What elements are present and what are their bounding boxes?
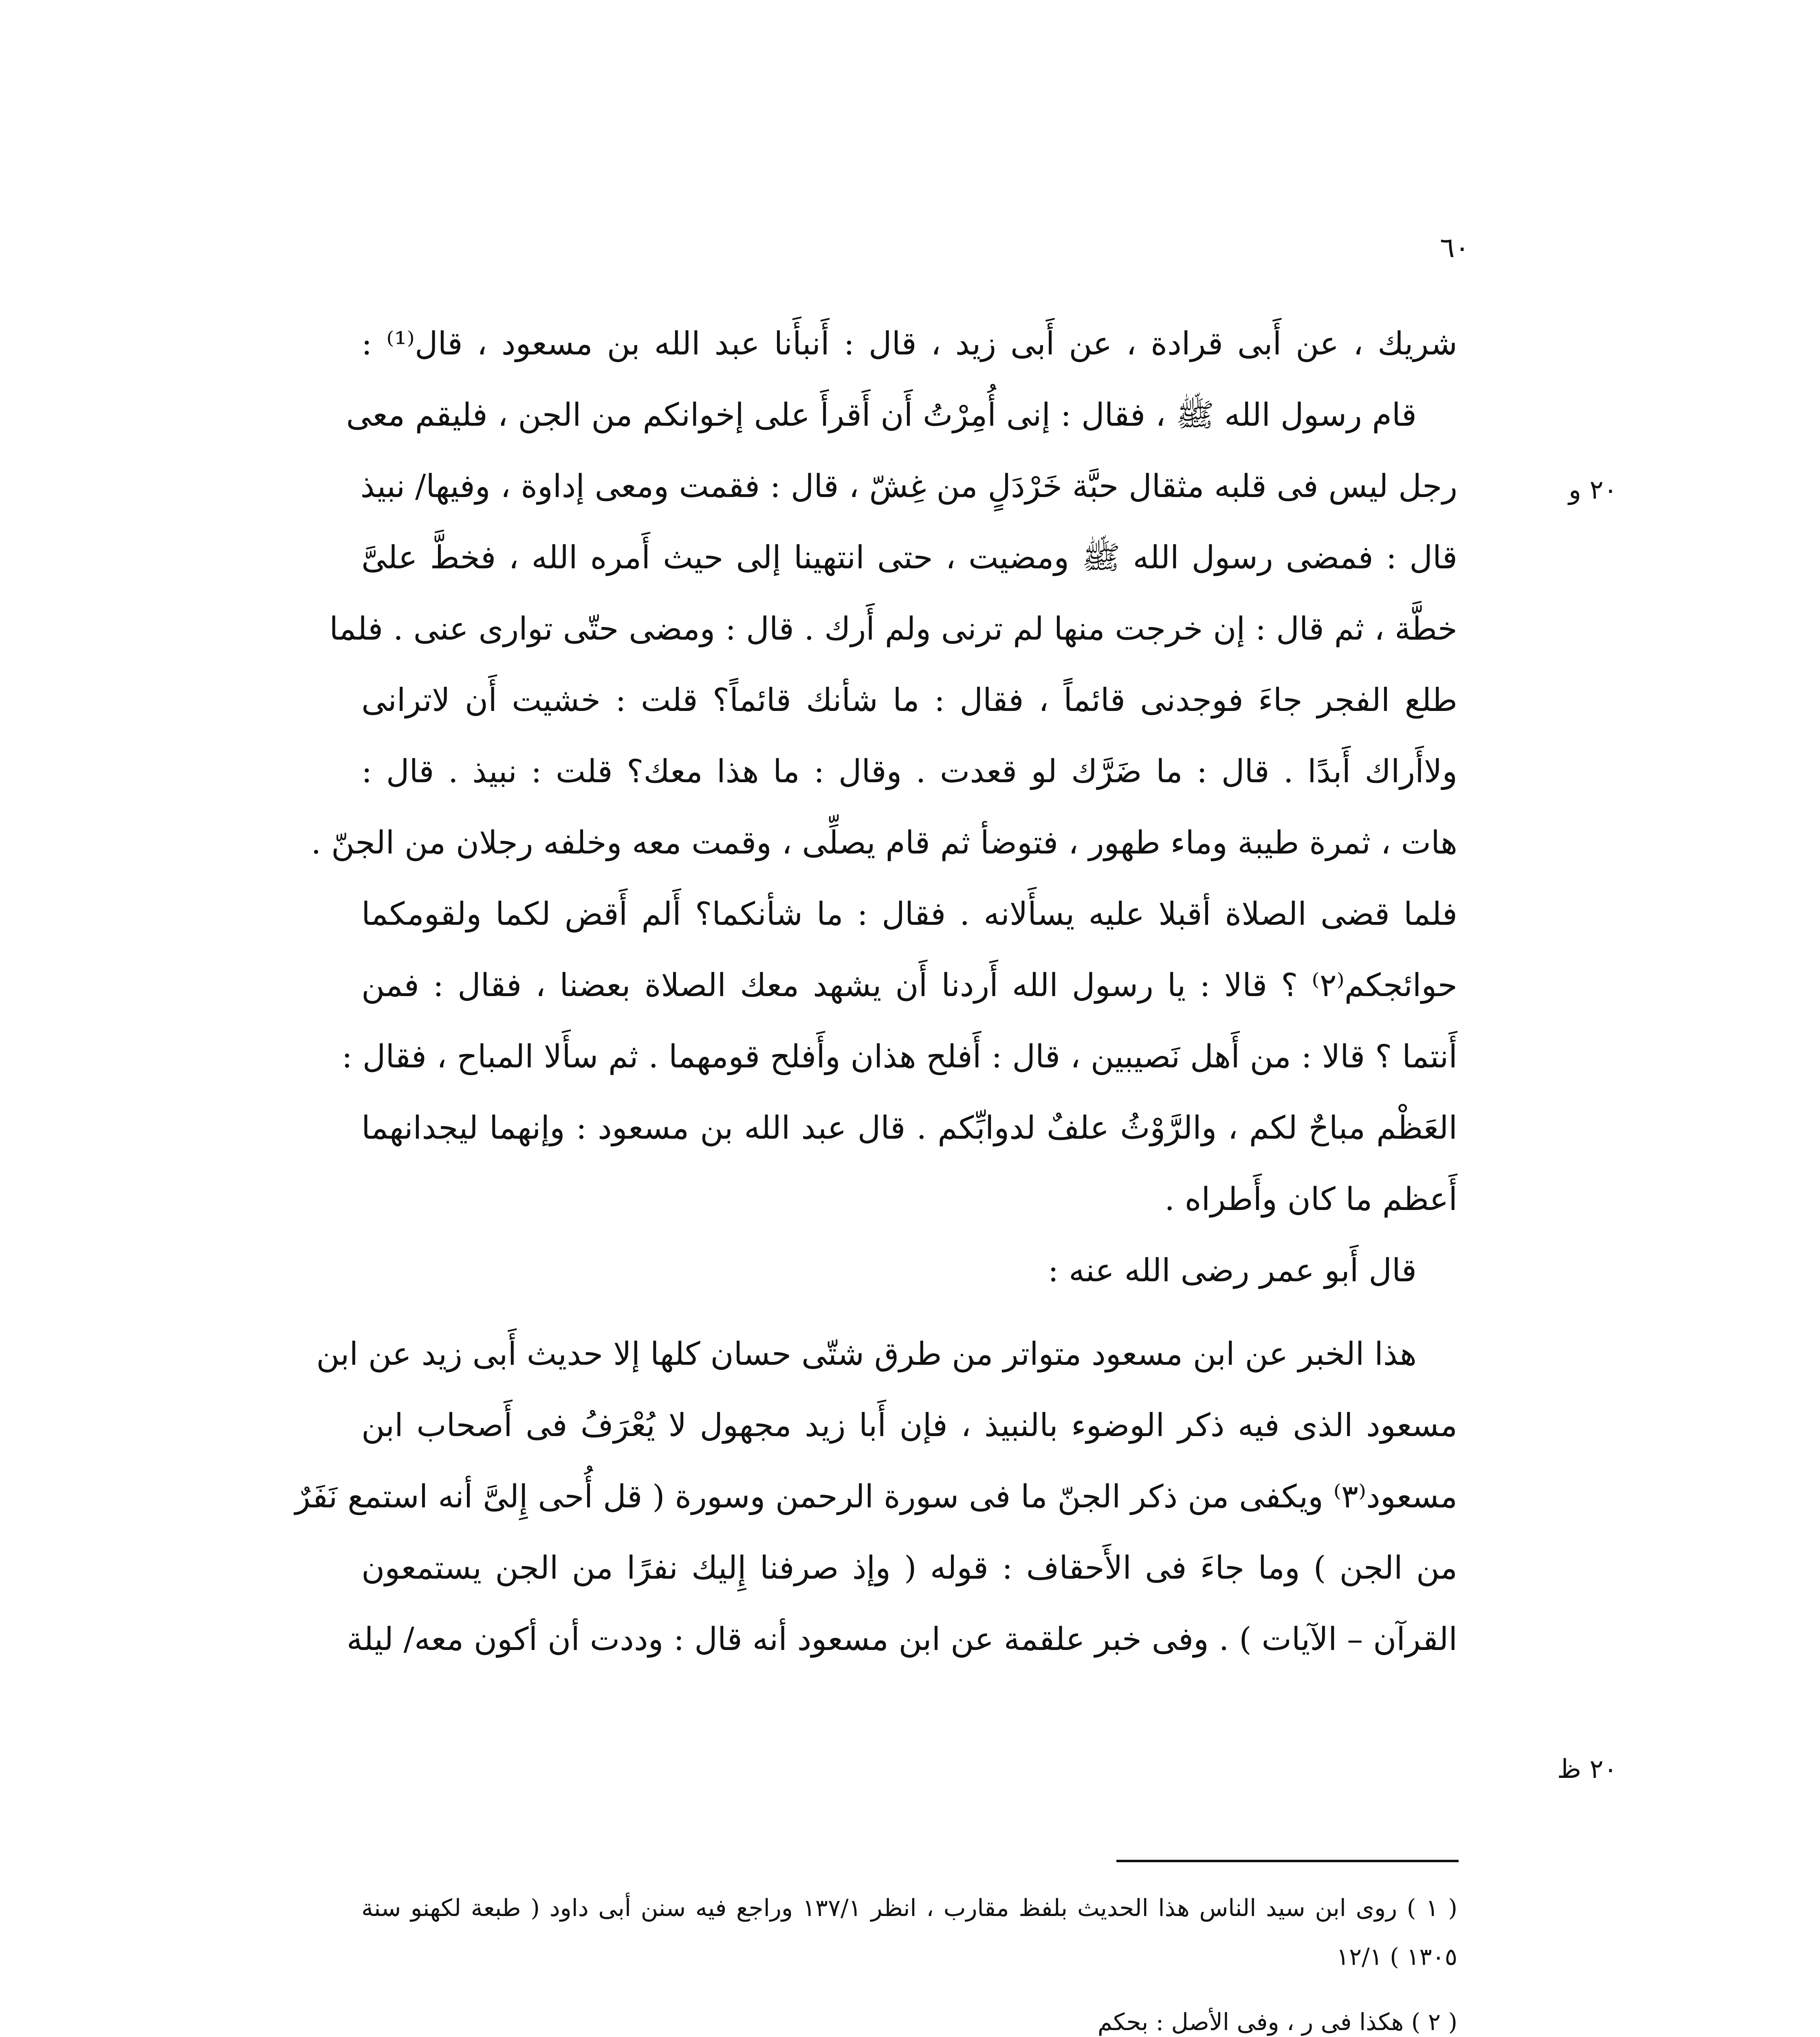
text-line: رجل ليس فى قلبه مثقال حبَّة خَرْدَلٍ من غِشّ ، قال : فقمت ومعى إداوة ، وفيها/ نبيذ	[360, 468, 1457, 505]
text-line: فلما قضى الصلاة أقبلا عليه يسأَلانه . فقال : ما شأنكما؟ أَلم أَقض لكما ولقومكما	[361, 896, 1457, 933]
text-line: خطَّة ، ثم قال : إن خرجت منها لم ترنى ولم أَرك . قال : ومضى حتّى توارى عنى . فلما	[329, 611, 1457, 647]
footnote-line: ( ٢ ) هكذا فى ر ، وفى الأصل : بحكم	[1098, 2008, 1457, 2036]
text-line: هات ، ثمرة طيبة وماء طهور ، فتوضأ ثم قام يصلِّى ، وقمت معه وخلفه رجلان من الجنّ .	[311, 825, 1457, 861]
text-line: مسعود الذى فيه ذكر الوضوء بالنبيذ ، فإن أَبا زيد مجهول لا يُعْرَفُ فى أَصحاب ابن	[361, 1407, 1457, 1444]
text-line: ولاأَراك أَبدًا . قال : ما ضَرَّك لو قعدت . وقال : ما هذا معك؟ قلت : نبيذ . قال :	[361, 753, 1457, 790]
footnote-line: ( ١ ) روى ابن سيد الناس هذا الحديث بلفظ مقارب ، انظر ١٣٧/١ وراجع فيه سنن أبى داود ( طبعة لكهنو سنة	[361, 1894, 1457, 1922]
text-line: العَظْم مباحٌ لكم ، والرَّوْثُ علفٌ لدوابِّكم . قال عبد الله بن مسعود : وإنهما ليجدانهما	[361, 1110, 1457, 1146]
text-line: أَنتما ؟ قالا : من أَهل نَصيبين ، قال : أَفلح هذان وأَفلح قومهما . ثم سأَلا المباح ، فقال :	[341, 1038, 1457, 1075]
text-line: قام رسول الله ﷺ ، فقال : إنى أُمِرْتُ أَن أَقرأَ على إخوانكم من الجن ، فليقم معى	[346, 397, 1417, 433]
text-line: من الجن ) وما جاءَ فى الأَحقاف : قوله ( وإذ صرفنا إِليك نفرًا من الجن يستمعون	[361, 1550, 1457, 1586]
text-line: هذا الخبر عن ابن مسعود متواتر من طرق شتّى حسان كلها إلا حديث أَبى زيد عن ابن	[316, 1336, 1417, 1373]
footnote-separator	[1116, 1860, 1459, 1862]
folio-marker-lower: ٢٠ ظ	[1557, 1754, 1618, 1784]
page-number: ٦٠	[1439, 232, 1470, 264]
text-line: مسعود⁽٣⁾ ويكفى من ذكر الجنّ ما فى سورة الرحمن وسورة ( قل أُحى إِلىَّ أنه استمع نَفَرٌ	[295, 1478, 1457, 1515]
text-line: القرآن – الآيات ) . وفى خبر علقمة عن ابن مسعود أنه قال : وددت أن أكون معه/ ليلة	[346, 1621, 1457, 1658]
folio-marker-upper: ٢٠ و	[1569, 475, 1618, 505]
section-heading: قال أَبو عمر رضى الله عنه :	[1048, 1252, 1417, 1289]
text-line: أَعظم ما كان وأَطراه .	[1164, 1181, 1457, 1218]
text-line: طلع الفجر جاءَ فوجدنى قائماً ، فقال : ما شأنك قائماً؟ قلت : خشيت أَن لاترانى	[361, 682, 1457, 719]
text-line: قال : فمضى رسول الله ﷺ ومضيت ، حتى انتهينا إلى حيث أَمره الله ، فخطَّ علىَّ	[361, 539, 1457, 576]
text-line: حوائجكم⁽٢⁾ ؟ قالا : يا رسول الله أَردنا أَن يشهد معك الصلاة بعضنا ، فقال : فمن	[361, 967, 1457, 1004]
text-line: شريك ، عن أَبى قرادة ، عن أَبى زيد ، قال : أَنبأَنا عبد الله بن مسعود ، قال⁽¹⁾ :	[361, 326, 1458, 362]
footnote-line: ١٣٠٥ ) ١٢/١	[1336, 1943, 1457, 1971]
